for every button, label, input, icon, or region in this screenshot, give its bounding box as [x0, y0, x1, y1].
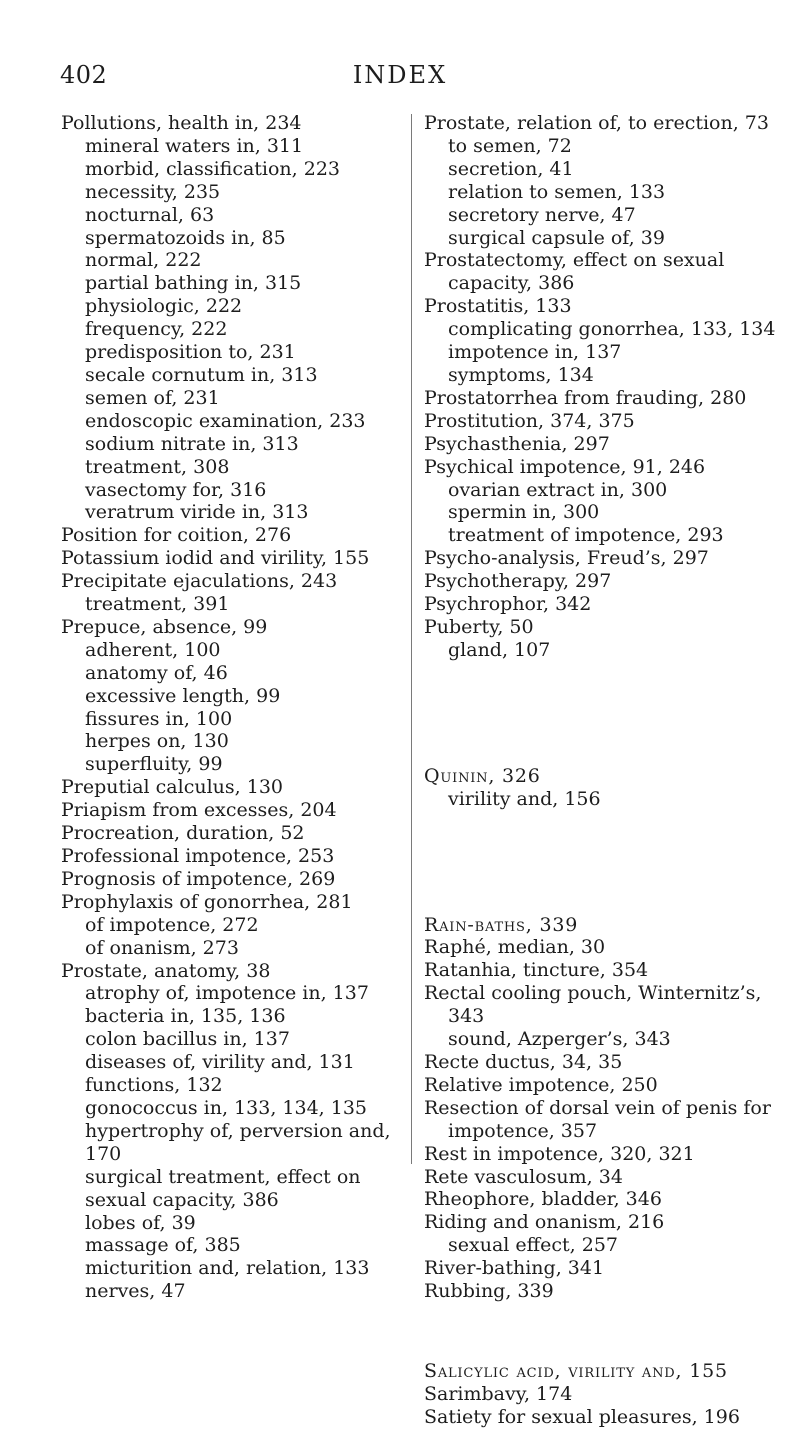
index-entry: Professional impotence, 253	[61, 845, 335, 867]
index-subentry: colon bacillus in, 137	[85, 1028, 290, 1051]
index-entry: Psychical impotence, 91, 246	[424, 455, 706, 478]
index-subentry: sound, Azperger’s, 343	[448, 1028, 671, 1051]
page-number: 402	[60, 61, 108, 89]
index-entry: Prepuce, absence, 99	[61, 615, 268, 638]
index-entry: Prostate, anatomy, 38	[61, 959, 271, 982]
index-subentry: treatment, 308	[85, 455, 230, 478]
index-entry: Riding and onanism, 216	[424, 1211, 665, 1234]
index-subentry: surgical capsule of, 39	[448, 226, 665, 249]
index-subentry: adherent, 100	[85, 638, 221, 661]
index-entry: Rubbing, 339	[424, 1280, 554, 1303]
index-subentry: secretion, 41	[448, 157, 574, 180]
index-subentry: spermatozoids in, 85	[85, 226, 286, 249]
index-entry: Prostatitis, 133	[424, 295, 572, 318]
index-subentry: spermin in, 300	[448, 501, 600, 524]
index-subentry: veratrum viride in, 313	[85, 501, 309, 524]
index-entry: Prophylaxis of gonorrhea, 281	[61, 890, 353, 913]
index-subentry: atrophy of, impotence in, 137	[85, 982, 369, 1005]
index-subentry: of onanism, 273	[85, 936, 239, 959]
page-title: INDEX	[352, 61, 448, 89]
index-entry: Satiety for sexual pleasures, 196	[424, 1405, 740, 1428]
index-subentry: ovarian extract in, 300	[448, 478, 668, 501]
index-subentry: herpes on, 130	[85, 730, 229, 753]
index-entry-continuation: capacity, 386	[448, 272, 575, 295]
index-subentry: vasectomy for, 316	[85, 478, 267, 501]
index-entry-continuation: 170	[85, 1142, 122, 1165]
index-subentry: necessity, 235	[85, 180, 221, 203]
index-subentry: of impotence, 272	[85, 913, 259, 936]
index-subentry: gonococcus in, 133, 134, 135	[85, 1096, 368, 1119]
index-subentry: impotence in, 137	[448, 341, 622, 364]
index-subentry: secretory nerve, 47	[448, 203, 636, 226]
index-entry: Raphé, median, 30	[424, 936, 606, 959]
index-entry: Psycho-analysis, Freud’s, 297	[424, 547, 709, 570]
index-entry: Psychasthenia, 297	[424, 432, 610, 455]
index-subentry: nocturnal, 63	[85, 203, 215, 226]
index-subentry: partial bathing in, 315	[85, 272, 302, 295]
index-entry-continuation: 343	[448, 1005, 485, 1028]
index-entry: Rest in impotence, 320, 321	[424, 1142, 695, 1165]
section-gap	[424, 1303, 762, 1360]
right-index-column	[424, 112, 776, 1429]
index-subentry: to semen, 72	[448, 134, 572, 157]
index-subentry: bacteria in, 135, 136	[85, 1005, 286, 1028]
index-entry: Prostitution, 374, 375	[424, 409, 635, 432]
index-entry: Prostate, relation of, to erection, 73	[424, 112, 769, 134]
index-entry: Salicylic acid, virility and, 155	[424, 1359, 728, 1382]
index-subentry: treatment of impotence, 293	[448, 524, 724, 547]
index-entry: Preputial calculus, 130	[61, 776, 283, 799]
index-subentry: relation to semen, 133	[448, 180, 666, 203]
left-index-column	[61, 112, 401, 1303]
index-entry: Priapism from excesses, 204	[61, 799, 337, 822]
index-subentry: virility and, 156	[448, 787, 601, 810]
index-entry: Prostatorrhea from frauding, 280	[424, 386, 747, 409]
index-subentry: morbid, classification, 223	[85, 157, 341, 180]
index-subentry: symptoms, 134	[448, 363, 594, 386]
section-gap	[424, 811, 762, 914]
index-entry: Pollutions, health in, 234	[61, 112, 302, 134]
index-subentry: fissures in, 100	[85, 707, 233, 730]
index-entry: Rete vasculosum, 34	[424, 1165, 623, 1188]
index-entry: Recte ductus, 34, 35	[424, 1051, 623, 1073]
index-subentry: sexual effect, 257	[448, 1234, 618, 1257]
index-subentry: secale cornutum in, 313	[85, 363, 318, 386]
index-subentry: nerves, 47	[85, 1280, 186, 1303]
index-entry-continuation: impotence, 357	[448, 1119, 598, 1142]
index-entry-continuation: sexual capacity, 386	[85, 1188, 279, 1211]
index-entry: Psychotherapy, 297	[424, 570, 612, 593]
index-subentry: sodium nitrate in, 313	[85, 432, 299, 455]
index-entry: Ratanhia, tincture, 354	[424, 959, 649, 982]
index-subentry: superfluity, 99	[85, 753, 223, 776]
index-entry: Relative impotence, 250	[424, 1073, 658, 1096]
index-entry: Psychrophor, 342	[424, 593, 592, 616]
index-subentry: lobes of, 39	[85, 1211, 196, 1234]
index-subentry: normal, 222	[85, 249, 202, 272]
index-subentry: mineral waters in, 311	[85, 134, 304, 157]
index-subentry: surgical treatment, effect on	[85, 1165, 361, 1188]
index-subentry: anatomy of, 46	[85, 661, 228, 684]
index-subentry: hypertrophy of, perversion and,	[85, 1119, 391, 1142]
index-subentry: predisposition to, 231	[85, 341, 296, 364]
index-entry: Position for coition, 276	[61, 524, 292, 547]
index-subentry: semen of, 231	[85, 386, 220, 409]
index-subentry: micturition and, relation, 133	[85, 1257, 370, 1280]
index-entry: Resection of dorsal vein of penis for	[424, 1096, 771, 1119]
index-subentry: functions, 132	[85, 1074, 223, 1097]
index-subentry: diseases of, virility and, 131	[85, 1051, 355, 1074]
index-subentry: physiologic, 222	[85, 295, 243, 318]
index-subentry: treatment, 391	[85, 593, 230, 616]
index-subentry: gland, 107	[448, 638, 551, 661]
index-entry: Prognosis of impotence, 269	[61, 867, 336, 890]
column-divider	[411, 114, 412, 1164]
index-entry: Puberty, 50	[424, 615, 534, 638]
index-entry: Rain-baths, 339	[424, 913, 579, 936]
index-entry: Precipitate ejaculations, 243	[61, 570, 338, 593]
index-subentry: complicating gonorrhea, 133, 134	[448, 318, 776, 341]
index-subentry: frequency, 222	[85, 318, 228, 341]
index-entry: Quinin, 326	[424, 764, 541, 787]
index-subentry: excessive length, 99	[85, 684, 281, 707]
index-entry: Potassium iodid and virility, 155	[61, 547, 370, 570]
index-subentry: endoscopic examination, 233	[85, 409, 366, 432]
index-entry: Procreation, duration, 52	[61, 822, 305, 845]
index-entry: Prostatectomy, effect on sexual	[424, 249, 725, 272]
index-entry: Sarimbavy, 174	[424, 1382, 573, 1405]
index-entry: Rheophore, bladder, 346	[424, 1188, 662, 1211]
index-entry: River-bathing, 341	[424, 1257, 605, 1280]
section-gap	[424, 662, 762, 765]
index-entry: Rectal cooling pouch, Winternitz’s,	[424, 982, 762, 1005]
index-subentry: massage of, 385	[85, 1234, 241, 1257]
